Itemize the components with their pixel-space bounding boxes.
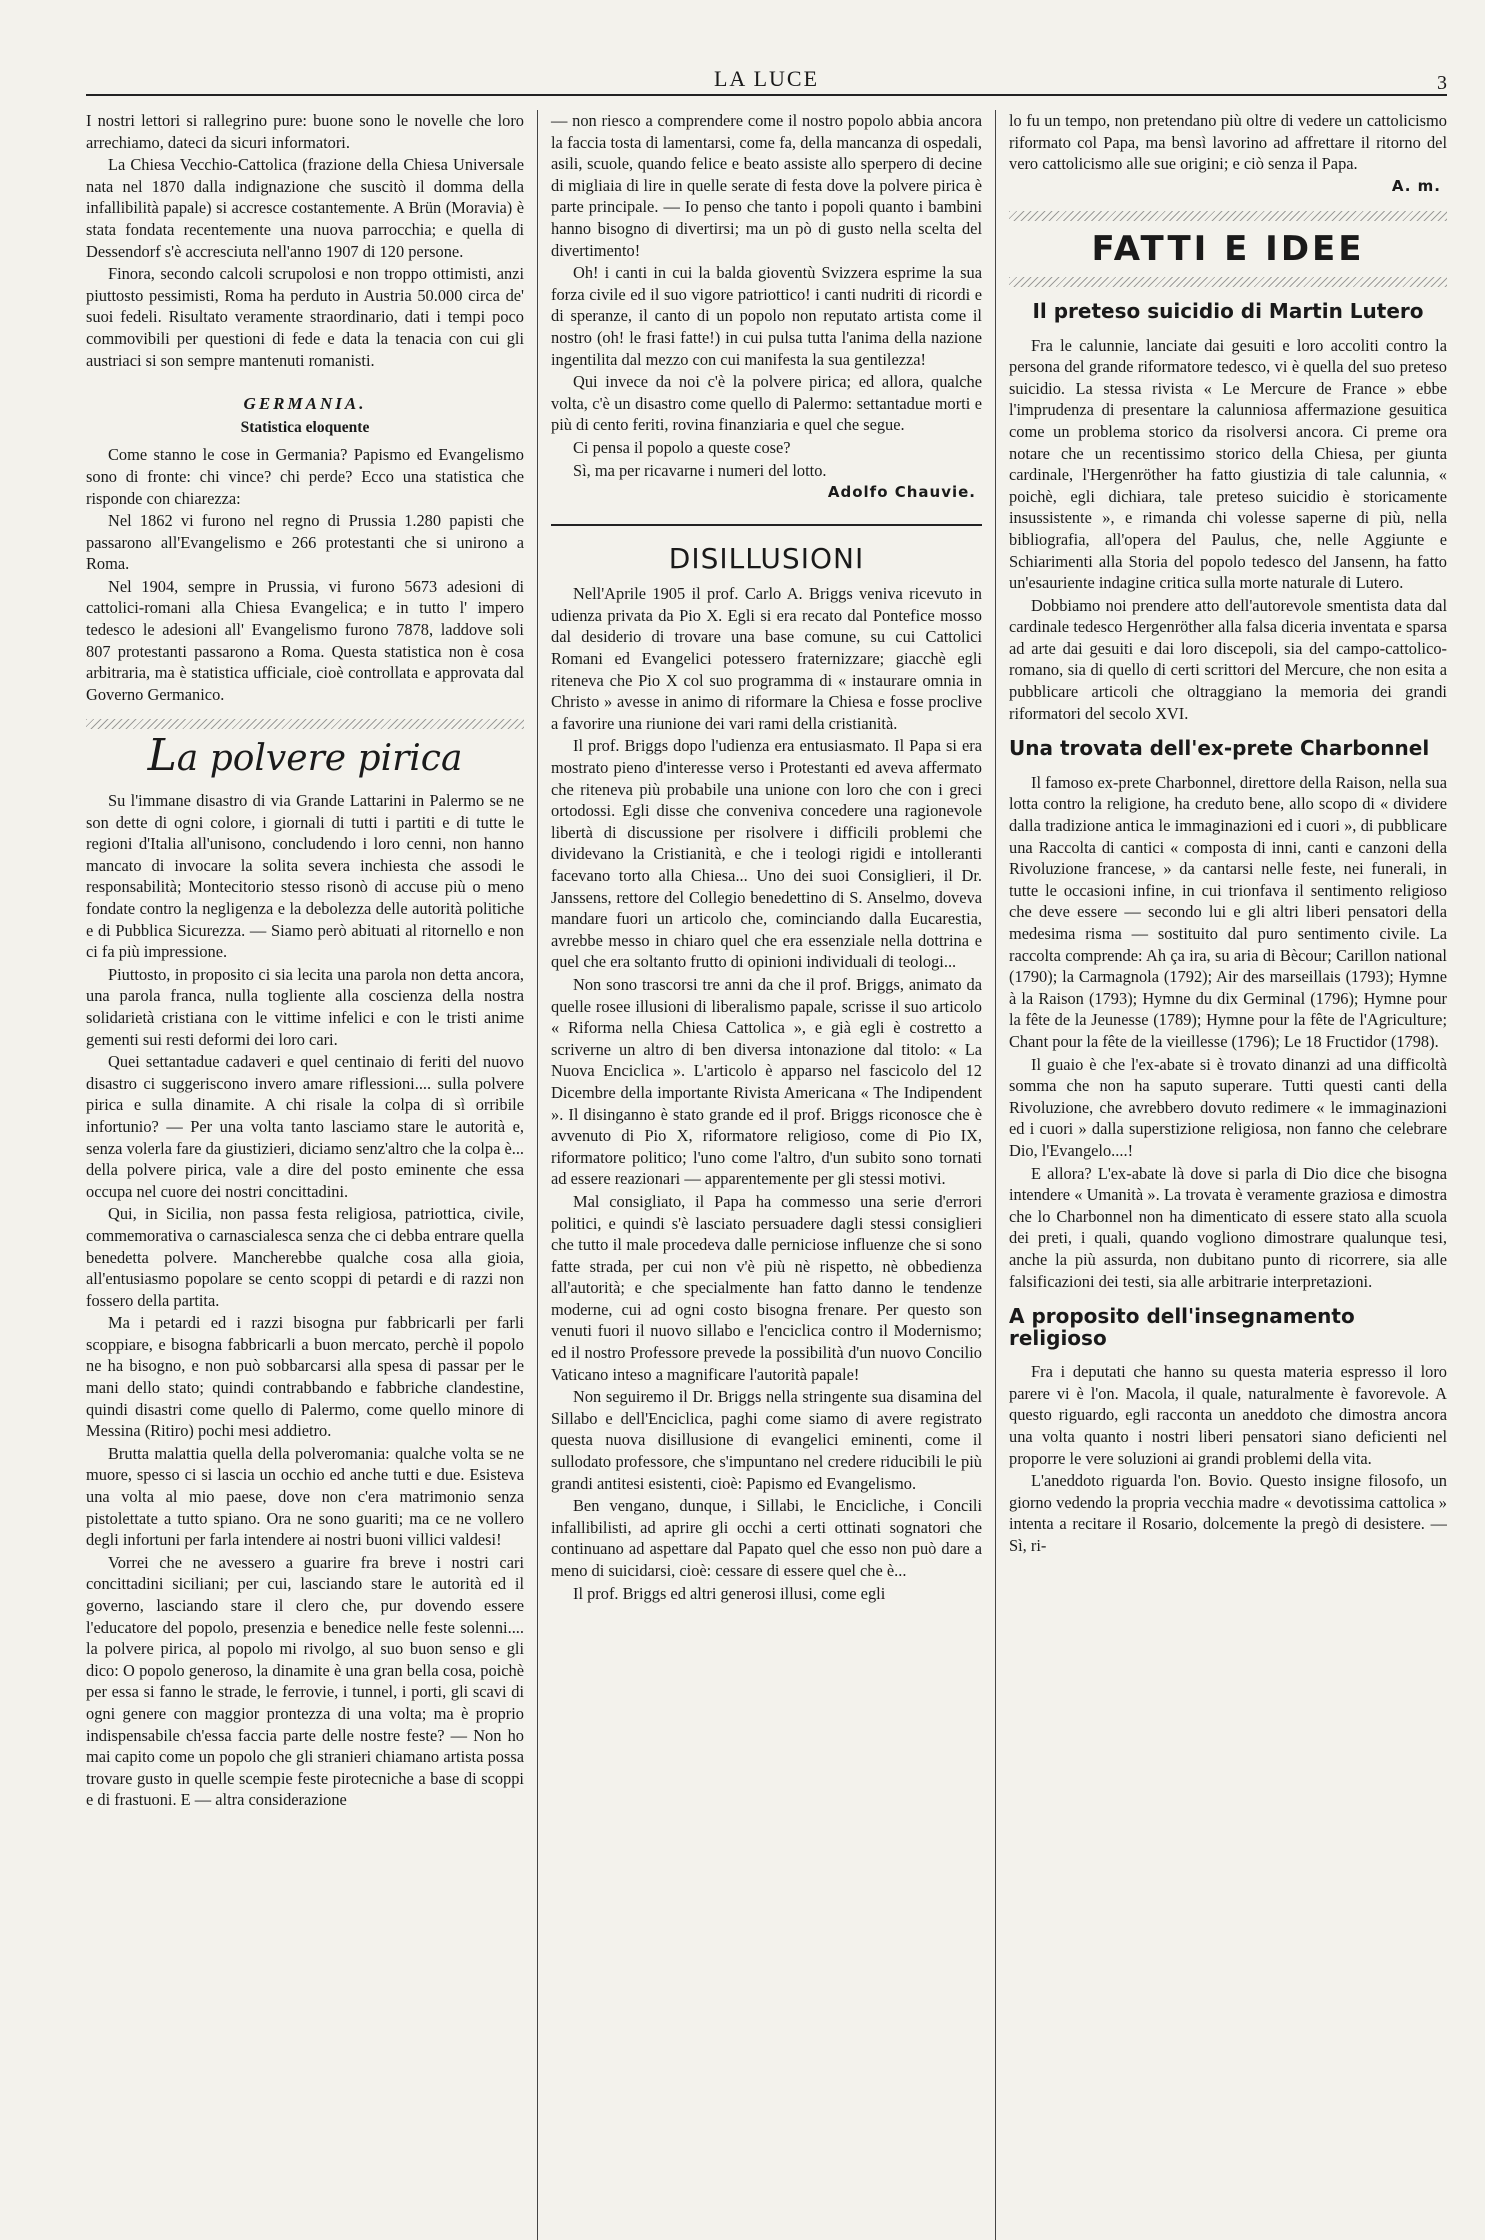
paragraph: I nostri lettori si rallegrino pure: buone sono le novelle che loro arrechiamo, dateci da sicuri informatori.	[86, 111, 524, 152]
article-title-charbonnel: Una trovata dell'ex-prete Charbonnel	[1009, 736, 1430, 761]
wavy-divider	[86, 719, 524, 729]
section-title-germania: GERMANIA.	[243, 394, 367, 414]
paragraph: Ci pensa il popolo a queste cose?	[573, 437, 791, 457]
article-title-suicidio: Il preteso suicidio di Martin Lutero	[1032, 298, 1424, 323]
section-title-fatti-idee: FATTI E IDEE	[1091, 229, 1365, 270]
paragraph: Nel 1862 vi furono nel regno di Prussia 1.280 papisti che passarono all'Evangelismo e 266 protestanti che si unirono a Roma.	[86, 511, 524, 574]
paragraph: Piuttosto, in proposito ci sia lecita una parola non detta ancora, una parola franca, nulla togliente alla coscienza della nostra solidarietà cristiana con le vittime infelici e con le tristi anime gementi sui resti deformi dei loro cari.	[86, 964, 524, 1049]
paragraph: Dobbiamo noi prendere atto dell'autorevole smentista data dal cardinale tedesco Hergenröther alla falsa diceria inventata e sparsa ad arte dai gesuiti e dai loro discepoli, sia del campo-cattolico-romano, sia di quello di certi scrittori del Mercure, che non esita a pubblicare articoli che oltraggiano la memoria dei grandi riformatori del secolo XVI.	[1009, 595, 1447, 723]
paragraph: Quei settantadue cadaveri e quel centinaio di feriti del nuovo disastro ci suggeriscono invero amare riflessioni.... sulla polvere pirica e sulla dinamite. A chi risale la colpa di sì orribile infortunio? — Per una volta tanto lasciamo stare le autorità e, senza volerla fare da giustizieri, diciamo senz'altro che la colpa è... della polvere pirica, vale a dire del posto eminente che essa occupa nel cuore dei nostri concittadini.	[86, 1052, 525, 1201]
paragraph: Finora, secondo calcoli scrupolosi e non troppo ottimisti, anzi piuttosto pessimisti, Roma ha perduto in Austria 50.000 circa de' suoi fedeli. Risultato veramente straordinario, dati i tempi poco commovibili per questioni di fede e data la tenacia con cui gli austriaci si son sempre mantenuti romanisti.	[86, 264, 524, 370]
masthead: LA LUCE	[713, 66, 820, 91]
paragraph: Mal consigliato, il Papa ha commesso una serie d'errori politici, e quindi s'è lasciato persuadere dagli stessi consiglieri che tutto il male procedeva dalle perniciose influenze che si sono fatte strada, per cui non v'è più nè rispetto, nè obbedienza all'autorità; e che specialmente han fatto danno le tendenze moderne, cui ad ogni costo bisogna frenare. Per questo son venuti fuori il nuovo sillabo e l'enciclica contro il Modernismo; ed il nostro Professore prevede la possibilità d'un nuovo Concilio Vaticano inteso a magnificare l'autorità papale!	[551, 1191, 982, 1384]
page-header	[86, 64, 1447, 96]
article-title-disillusioni: DISILLUSIONI	[551, 524, 982, 570]
paragraph: Il guaio è che l'ex-abate si è trovato dinanzi ad una difficoltà somma che non ha saputo superare. Tutti questi canti della Rivoluzione, che avrebbero dovuto redimere « le immaginazioni ed i cuori » dalla superstizione religiosa, non fanno che celebrare Dio, l'Evangelo....!	[1009, 1054, 1447, 1160]
article-title-polvere	[86, 730, 524, 782]
wavy-divider	[1009, 277, 1447, 287]
paragraph: E allora? L'ex-abate là dove si parla di Dio dice che bisogna intendere « Umanità ». La trovata è veramente graziosa e dimostra che lo Charbonnel non ha dimenticato di essere stato alla scuola dei preti, i quali, quando vogliono dimostrare qualunque tesi, anche la più assurda, non dubitano punto di ricorrere, sia alle falsificazioni dei testi, sia alle arbitrarie interpretazioni.	[1009, 1163, 1447, 1291]
paragraph: Qui, in Sicilia, non passa festa religiosa, patriottica, civile, commemorativa o carnascialesca senza che ci debba entrare quella benedetta polvere. Mancherebbe qualche cosa alla gioia, all'entusiasmo popolare se cento scoppi di petardi e di razzi non fossero della partita.	[86, 1204, 524, 1310]
paragraph: lo fu un tempo, non pretendano più oltre di vedere un cattolicismo riformato col Papa, ma bensì lavorino ad affrettare il ritorno del vero cattolicismo alle sue origini; e ciò senza il Papa.	[1009, 111, 1447, 174]
title-rest: a polvere pirica	[176, 738, 463, 780]
paragraph: Qui invece da noi c'è la polvere pirica; ed allora, qualche volta, c'è un disastro come quello di Palermo: settantadue morti e più di cento feriti, rovina finanziaria e quel che segue.	[551, 372, 982, 435]
paragraph: Ma i petardi ed i razzi bisogna pur fabbricarli per farli scoppiare, e bisogna fabbricarli a buon mercato, perchè il popolo ne ha bisogno, e non può sobbarcarsi alla spesa di passar per le mani dello stato; quindi contrabbando e fabbriche clandestine, quindi disastri come quello di Palermo, come quello minore di Messina (Ritiro) pochi mesi addietro.	[86, 1313, 524, 1441]
author-signature: Adolfo Chauvie.	[827, 483, 976, 502]
column-2	[538, 110, 996, 2240]
paragraph: Il prof. Briggs ed altri generosi illusi, come egli	[573, 1583, 886, 1603]
author-signature: A. m.	[1391, 176, 1441, 195]
title-initial: L	[147, 730, 177, 782]
paragraph: La Chiesa Vecchio-Cattolica (frazione della Chiesa Universale nata nel 1870 dalla indignazione che suscitò il domma della infallibilità papale) si accresce costantemente. A Brün (Moravia) è stata fondata recentemente una nuova parrocchia; e quella di Dessendorf s'è accresciuta nell'anno 1907 di 120 persone.	[86, 155, 524, 261]
paragraph: Fra le calunnie, lanciate dai gesuiti e loro accoliti contro la persona del grande riformatore tedesco, vi è quella del suo preteso suicidio. La stessa rivista « Le Mercure de France » ebbe l'imprudenza di presentare la calunniosa affermazione gesuitica come un problema storico da risolversi ancora. Ci preme ora notare che un recentissimo storico della Chiesa, per giunta cardinale, l'Hergenröther ha fatto giustizia di tale calunnia, « poichè, egli dichiara, tale preteso suicidio è storicamente insussistente », e rimanda chi volesse saperne di più, nella bibliografia, all'opera del Paulus, che, nelle Aggiunte e Schiarimenti alla Storia del popolo tedesco del Jansenn, ha fatto un'esauriente indagine critica sulla morte naturale di Lutero.	[1009, 335, 1447, 593]
columns	[86, 110, 1447, 2240]
paragraph: Ben vengano, dunque, i Sillabi, le Encicliche, i Concili infallibilisti, ad aprire gli occhi a certi ottinati sognatori che continuano ad aspettare dal Papato quel che esso non può dare a meno di suicidarsi, cioè: cessare di essere quel che è...	[551, 1496, 982, 1580]
paragraph: — non riesco a comprendere come il nostro popolo abbia ancora la faccia tosta di lamentarsi, come fa, della mancanza di ospedali, asili, scuole, quando felice e beato assiste allo sperpero di decine di migliaia di lire in quelle serate di festa dove la polvere pirica è parte principale. — Io penso che tanto i popoli quanto i bambini hanno bisogno di divertirsi; ma un pò di gusto nella scelta del divertimento!	[551, 111, 982, 260]
paragraph: Il famoso ex-prete Charbonnel, direttore della Raison, nella sua lotta contro la religione, ha creduto bene, allo scopo di « dividere dalla tradizione antica le immaginazioni ed i cuori », di pubblicare una Raccolta di cantici « composta di inni, canti e canzoni della Rivoluzione francese, » da cantarsi nelle feste, nei funerali, in tutte le occasioni infine, in cui trionfava il sentimento religioso che deve essere — secondo lui e gli altri liberi pensatori della medesima risma — sostituito dal puro sentimento civile. La raccolta comprende: Ah ça ira, su aria di Bècour; Carillon national (1790); la Carmagnola (1792); Air des marseillais (1793); Hymne à la Raison (1793); Hymne du dix Germinal (1796); Hymne pour la fête de la Jeunesse (1789); Hymne pour la fête de l'Agriculture; Chant pour la fête de la vieillesse (1796); Le 18 Fructidor (1798).	[1009, 772, 1447, 1051]
paragraph: Non sono trascorsi tre anni da che il prof. Briggs, animato da quelle rosee illusioni di liberalismo papale, scrisse il suo articolo « Riforma nella Chiesa Cattolica », e già egli è costretto a scriverne un altro di ben diversa intonazione dal titolo: « La Nuova Enciclica ». L'articolo è apparso nel fascicolo del 12 Dicembre della importante Rivista Americana « The Indipendent ». Il disinganno è stato grande ed il prof. Briggs riconosce che è avvenuto di Pio X, riformatore religioso, come di Pio IX, riformatore politico; l'uno come l'altro, d'un subito sono tornati ad essere reazionari — apparentemente per gli stessi motivi.	[551, 974, 982, 1189]
wavy-divider	[1009, 211, 1447, 221]
paragraph: Vorrei che ne avessero a guarire fra breve i nostri cari concittadini siciliani; per cui, lasciando stare le autorità ed il governo, lasciando stare il clero che, pur dovendo essere l'educatore del popolo, presenzia e benedice nelle feste solenni.... la polvere pirica, al popolo mi rivolgo, al suo buon senso e gli dico: O popolo generoso, la dinamite è una gran bella cosa, poichè per essa si fanno le strade, le ferrovie, i tunnel, i porti, gli scavi di ogni genere con maggior prontezza di una volta; ma è proprio indispensabile ch'essa faccia parte delle nostre feste? — Non ho mai capito come un popolo che gli stranieri chiamano artista possa trovare gusto in quelle scempie feste pirotecniche a base di scoppi e di frastuoni. E — altra considerazione	[86, 1552, 524, 1810]
paragraph: Come stanno le cose in Germania? Papismo ed Evangelismo sono di fronte: chi vince? chi perde? Ecco una statistica che risponde con chiarezza:	[86, 445, 524, 508]
paragraph: Fra i deputati che hanno su questa materia espresso il loro parere vi è l'on. Macola, il quale, naturalmente è favorevole. A questo riguardo, egli racconta un aneddoto che dimostra ancora una volta quanto i nostri liberi pensatori siano deficienti nel proporre le vere soluzioni ai grandi problemi della vita.	[1009, 1362, 1447, 1468]
article-title-insegnamento: A proposito dell'insegnamento religioso	[1009, 1304, 1355, 1350]
paragraph: Nel 1904, sempre in Prussia, vi furono 5673 adesioni di cattolici-romani alla Chiesa Evangelica; e in tutto l' impero tedesco le adesioni all' Evangelismo furono 7878, laddove soli 807 protestanti passarono a Roma. Questa statistica non è cosa arbitraria, ma è statistica ufficiale, cioè controllata e approvata dal Governo Germanico.	[86, 576, 524, 704]
paragraph: Nell'Aprile 1905 il prof. Carlo A. Briggs veniva ricevuto in udienza privata da Pio X. Egli si era recato dal Pontefice mosso dal desiderio di trovare una base comune, su cui Cattolici Romani ed Evangelici potessero fraternizzare; giacchè egli riteneva che Pio X col suo programma di « instaurare omnia in Christo » avesse in animo di riformare la Chiesa e fosse proclive a favorire una riunione dei vari rami della cristianità.	[551, 584, 982, 733]
paragraph: Su l'immane disastro di via Grande Lattarini in Palermo se ne son dette di ogni colore, i giornali di tutti i partiti e di tutte le regioni d'Italia all'unisono, concludendo i loro cenni, non hanno mancato di invocare la solita severa inchiesta che assodi le responsabilità; Montecitorio stesso risonò di accuse più o meno fondate contro la negligenza e la debolezza delle autorità politiche e di Pubblica Sicurezza. — Siamo però abituati al ritornello e non ci fa più impressione.	[86, 791, 524, 962]
paragraph: Il prof. Briggs dopo l'udienza era entusiasmato. Il Papa si era mostrato pieno d'interesse verso i Protestanti ed aveva affermato che riteneva più probabile una unione con loro che con i greci ortodossi. Egli disse che conveniva concedere una ragionevole libertà di discussione per risolvere i difficili problemi che dividevano la Cristianità, e che i teologi rigidi e intolleranti facevano torto alla Chiesa... Uno dei suoi Consiglieri, il Dr. Janssens, rettore del Collegio benedettino di S. Anselmo, doveva mandare fuori un articolo che, cominciando dalla Eucarestia, avrebbe messo in chiaro quel che era essenziale nella dottrina e quel che era soltanto frutto di opinioni individuali di teologi...	[551, 736, 982, 972]
column-3	[996, 110, 1447, 2240]
paragraph: Brutta malattia quella della polveromania: qualche volta se ne muore, spesso ci si lascia un occhio ed anche tutti e due. Esisteva una volta al mio paese, dove non c'era matrimonio senza pistolettate a tutto spiano. Ora ne sono guariti; ma ce ne vollero degli infortuni per farla intendere ai nostri buoni villici valdesi!	[86, 1443, 524, 1550]
page-number: 3	[1437, 72, 1447, 94]
section-subtitle: Statistica eloquente	[240, 418, 370, 436]
paragraph: Non seguiremo il Dr. Briggs nella stringente sua disamina del Sillabo e dell'Enciclica, paghi come siamo di avere registrato questa nuova disillusione di evangelici eminenti, come il sullodato professore, che s'impuntano nel credere riducibili le più grandi antitesi esistenti, cioè: Papismo ed Evangelismo.	[551, 1387, 982, 1493]
paragraph: Oh! i canti in cui la balda gioventù Svizzera esprime la sua forza civile ed il suo vigore patriottico! i canti nudriti di ricordi e di speranze, il canto di un popolo non reputato artista come il nostro (oh! le frasi fatte!) in cui pulsa tutta l'anima della nazione ingentilita dal mezzo con cui manifesta la sua gentilezza!	[551, 263, 982, 369]
column-1	[86, 110, 538, 2240]
paragraph: L'aneddoto riguarda l'on. Bovio. Questo insigne filosofo, un giorno vedendo la propria vecchia madre « devotissima cattolica » intenta a recitare il Rosario, dolcemente la pregò di desistere. — Sì, ri-	[1009, 1471, 1447, 1556]
paragraph: Sì, ma per ricavarne i numeri del lotto.	[573, 460, 827, 480]
